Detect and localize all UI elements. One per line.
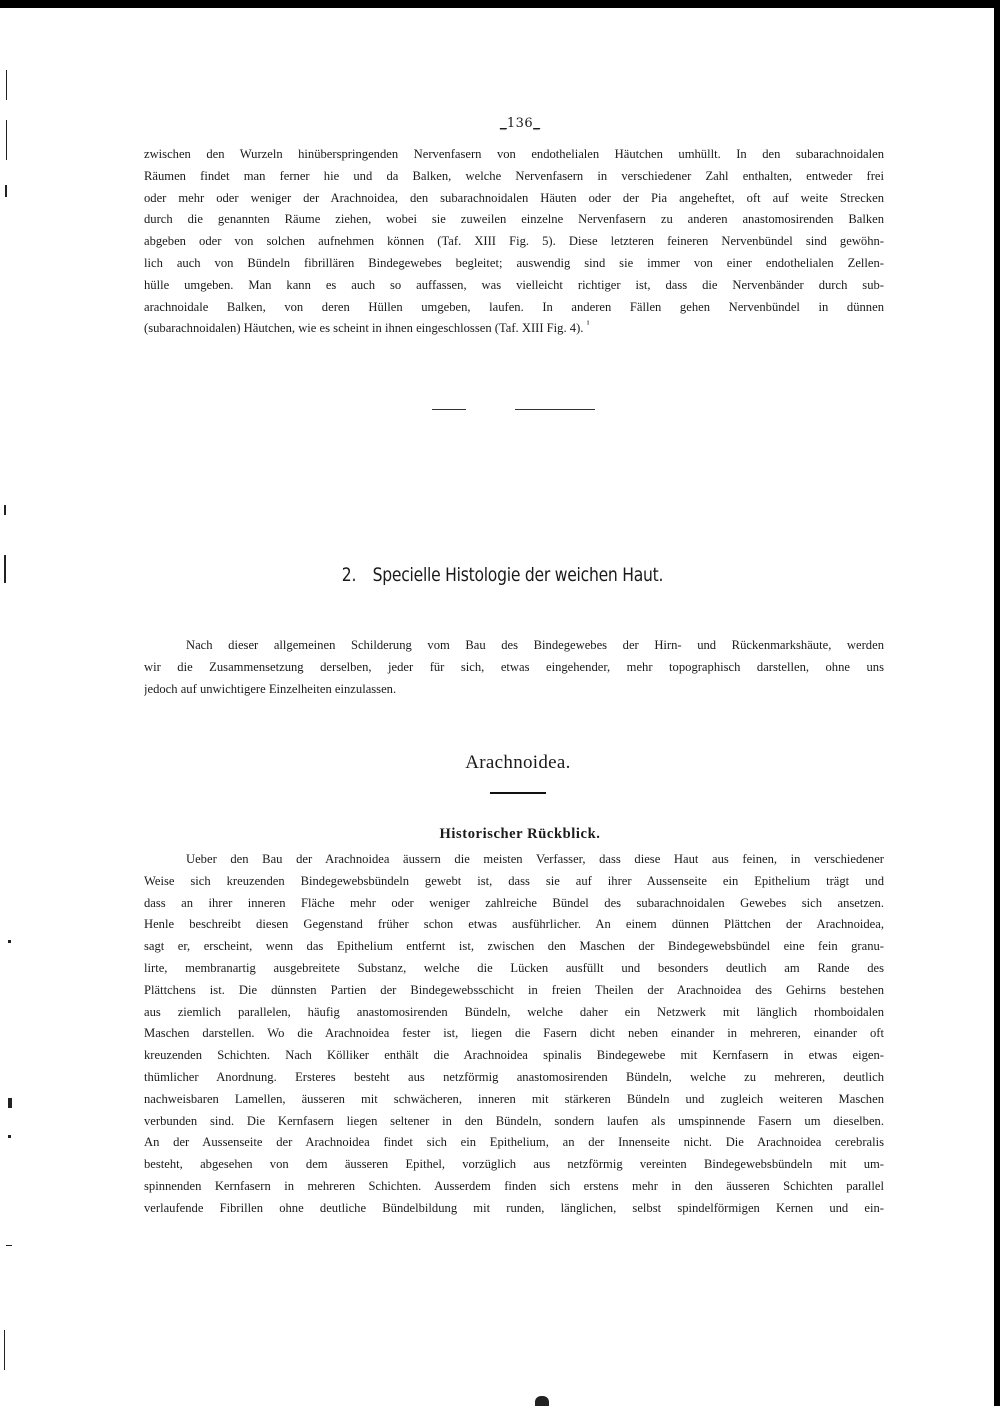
section-intro-line: jedoch auf unwichtigere Einzelheiten einzulassen. xyxy=(144,681,397,696)
section-intro-line: Nach dieser allgemeinen Schilderung vom Bau des Bindegewebes der Hirn- und Rückenmarkshäute, werden xyxy=(186,638,884,652)
body-line: Maschen darstellen. Wo die Arachnoidea fester ist, liegen die Fasern dicht neben einander in mehreren, einander oft xyxy=(144,1026,884,1041)
intro-paragraph xyxy=(144,144,884,340)
intro-line: lich auch von Bündeln fibrillären Bindegewebes begleitet; auswendig sind sie immer von einer endothelialen Zellen- xyxy=(144,255,884,270)
intro-line-text: (subarachnoidalen) Häutchen, wie es scheint in ihnen eingeschlossen (Taf. XIII Fig. 4). xyxy=(144,321,584,336)
page-number: _136_ xyxy=(499,116,541,131)
body-line: Weise sich kreuzenden Bindegewebsbündeln gewebt ist, dass sie auf ihrer Aussenseite ein Epithelium trägt und xyxy=(144,873,884,888)
intro-line: durch die genannten Räume ziehen, wobei sie zuweilen einzelne Nervenfasern zu anderen anastomosirenden Balken xyxy=(144,212,884,227)
intro-line: Räumen findet man ferner hie und da Balken, welche Nervenfasern in verschiedener Zahl enthalten, entweder frei xyxy=(144,168,884,183)
chapter-title-rule xyxy=(490,792,546,794)
section-number: 2. xyxy=(341,564,357,586)
body-line: Ueber den Bau der Arachnoidea äussern die meisten Verfasser, dass diese Haut aus feinen, in verschiedener xyxy=(186,852,884,866)
body-line: An der Aussenseite der Arachnoidea findet sich ein Epithelium, an der Innenseite nicht. Die Arachnoidea cerebralis xyxy=(144,1135,884,1150)
scan-right-border xyxy=(994,0,1000,1406)
intro-line: arachnoidale Balken, von deren Hüllen umgeben, laufen. In anderen Fällen gehen Nervenbündel in dünnen xyxy=(144,299,884,314)
separator-rule-right xyxy=(515,409,595,410)
intro-line xyxy=(144,318,884,340)
body-line: besteht, abgesehen von dem äusseren Epithel, vorzüglich aus netzförmig vereinten Bindegewebsbündeln mit um- xyxy=(144,1157,884,1172)
section-heading xyxy=(93,564,913,586)
page-number-value: 136 xyxy=(506,116,534,131)
intro-line: oder mehr oder weniger der Arachnoidea, den subarachnoidalen Häuten oder der Pia angeheftet, oft auf weite Strecken xyxy=(144,190,884,205)
separator-rule-left xyxy=(432,409,466,410)
body-line: dass an ihrer inneren Fläche mehr oder weniger zahlreiche Bündel des subarachnoidalen Gewebes sich ansetzen. xyxy=(144,895,884,910)
body-line: verbunden sind. Die Kernfasern liegen seltener in den Bündeln, sondern laufen als umspinnende Fasern um dieselben. xyxy=(144,1113,884,1128)
body-line: thümlicher Anordnung. Ersteres besteht aus netzförmig anastomosirenden Bündeln, welche zu mehreren, deutlich xyxy=(144,1069,884,1084)
chapter-title: Arachnoidea. xyxy=(465,752,571,773)
intro-line: zwischen den Wurzeln hinüberspringenden Nervenfasern von endothelialen Häutchen umhüllt. In den subarachnoidalen xyxy=(144,147,884,161)
body-line: nachweisbaren Lamellen, äusseren mit schwächeren, inneren mit stärkeren Bündeln und zugleich weiteren Maschen xyxy=(144,1091,884,1106)
body-line: aus ziemlich parallelen, häufig anastomosirenden Bündeln, welche daher ein Netzwerk mit länglich rhomboidalen xyxy=(144,1004,884,1019)
body-line: sagt er, erscheint, wenn das Epithelium entfernt ist, zwischen den Maschen der Bindegewebsbündel eine fein granu- xyxy=(144,939,884,954)
footnote-marker: ¹ xyxy=(586,319,590,331)
subsection-heading: Historischer Rückblick. xyxy=(439,826,601,842)
scan-top-border xyxy=(0,0,1000,8)
body-line: Henle beschreibt diesen Gegenstand früher schon etwas ausführlicher. An einem dünnen Plättchen der Arachnoidea, xyxy=(144,917,884,932)
intro-line: hülle umgeben. Man kann es auch so auffassen, was vielleicht richtiger ist, dass die Nervenbänder durch sub- xyxy=(144,277,884,292)
section-intro-paragraph xyxy=(144,635,884,700)
body-line: spinnenden Kernfasern in mehreren Schichten. Ausserdem finden sich erstens mehr in den äusseren Schichten parallel xyxy=(144,1178,884,1193)
body-line: kreuzenden Schichten. Nach Kölliker enthält die Arachnoidea spinalis Bindegewebe mit Kernfasern in etwas eigen- xyxy=(144,1048,884,1063)
body-line: verlaufende Fibrillen ohne deutliche Bündelbildung mit runden, länglichen, selbst spindelförmigen Kernen und ein- xyxy=(144,1200,884,1215)
section-title: Specielle Histologie der weichen Haut. xyxy=(372,564,664,586)
section-intro-line: wir die Zusammensetzung derselben, jeder für sich, etwas eingehender, mehr topographisch darstellen, ohne uns xyxy=(144,659,884,674)
body-paragraph xyxy=(144,849,884,1220)
intro-line: abgeben oder von solchen aufnehmen können (Taf. XIII Fig. 5). Diese letzteren feineren Nervenbündel sind gewöhn- xyxy=(144,234,884,249)
body-line: Plättchens ist. Die dünnsten Partien der Bindegewebsschicht in freien Theilen der Arachnoidea des Gehirns bestehen xyxy=(144,982,884,997)
body-line: lirte, membranartig ausgebreitete Substanz, welche die Lücken ausfüllt und besonders deutlich am Rande des xyxy=(144,960,884,975)
